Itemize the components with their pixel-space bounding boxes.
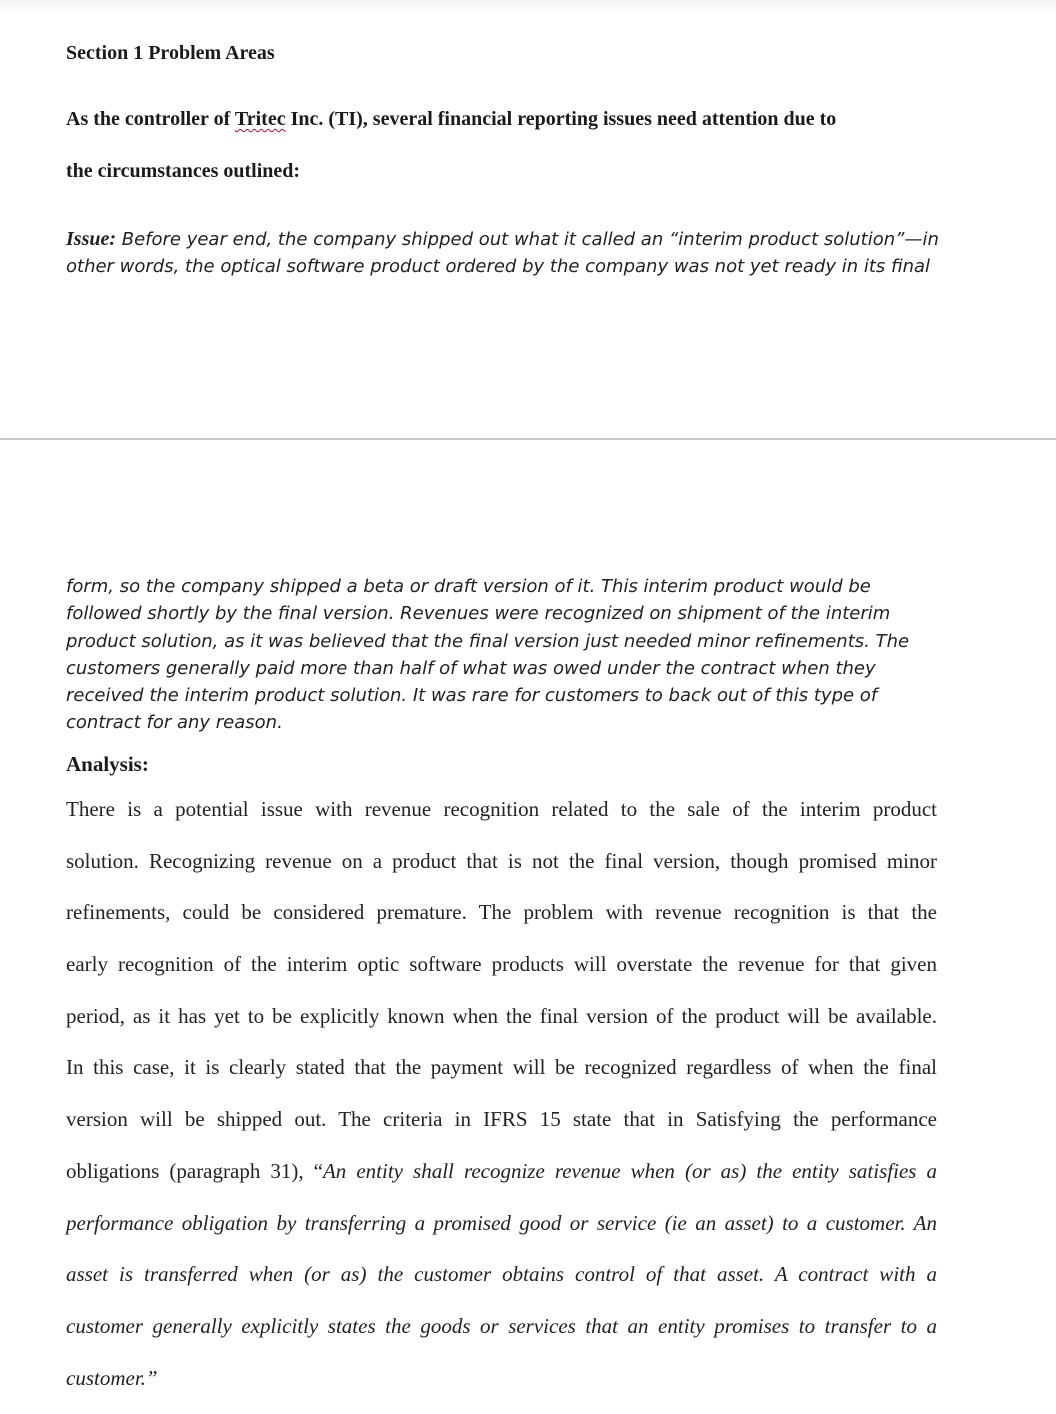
analysis-line: In this case, it is clearly stated that the payment will be recognized regardless of when the final — [66, 1055, 937, 1080]
issue-paragraph-start — [66, 226, 956, 280]
analysis-heading: Analysis: — [66, 752, 149, 776]
intro-text-post: Inc. (TI), several financial reporting issues need attention due to — [285, 108, 837, 130]
quote-intro-text: obligations (paragraph 31), “ — [66, 1158, 323, 1183]
analysis-line-quote-start — [66, 1156, 937, 1208]
issue-paragraph-continued — [66, 573, 956, 737]
issue-line: contract for any reason. — [66, 712, 283, 734]
ifrs-quote-line: performance obligation by transferring a promised good or service (ie an asset) to a customer. An — [66, 1210, 937, 1235]
analysis-line: version will be shipped out. The criteria in IFRS 15 state that in Satisfying the performance — [66, 1107, 937, 1132]
analysis-paragraph — [66, 794, 937, 1414]
analysis-line: refinements, could be considered premature. The problem with revenue recognition is that the — [66, 900, 937, 925]
issue-label: Issue: — [66, 228, 117, 250]
analysis-line: early recognition of the interim optic software products will overstate the revenue for that given — [66, 952, 937, 977]
issue-line: other words, the optical software product ordered by the company was not yet ready in its final — [66, 255, 931, 277]
issue-line: form, so the company shipped a beta or draft version of it. This interim product would be — [66, 576, 871, 597]
intro-text-pre: As the controller of — [66, 108, 235, 130]
analysis-line: solution. Recognizing revenue on a product that is not the final version, though promised minor — [66, 848, 937, 873]
document-page-2 — [0, 440, 1056, 1390]
ifrs-quote-line: customer generally explicitly states the goods or services that an entity promises to transfer to a — [66, 1313, 937, 1338]
page-top-shadow — [0, 0, 1056, 12]
section-heading: Section 1 Problem Areas — [66, 42, 275, 64]
issue-line — [66, 226, 956, 254]
intro-line-1 — [66, 108, 946, 131]
analysis-line: period, as it has yet to be explicitly known when the final version of the product will be available. — [66, 1003, 937, 1028]
ifrs-quote-text: An entity shall recognize revenue when (or as) the entity satisfies a — [322, 1158, 937, 1183]
issue-line: product solution, as it was believed that the final version just needed minor refinements. The — [66, 630, 910, 652]
issue-line: customers generally paid more than half of what was owed under the contract when they — [66, 657, 876, 679]
issue-line: followed shortly by the final version. Revenues were recognized on shipment of the interim — [66, 603, 891, 625]
analysis-line: There is a potential issue with revenue recognition related to the sale of the interim product — [66, 797, 937, 821]
ifrs-quote-line-last: customer.” — [66, 1365, 158, 1390]
issue-line: received the interim product solution. It was rare for customers to back out of this type of — [66, 685, 878, 707]
spellcheck-flagged-word[interactable]: Tritec — [234, 108, 286, 130]
ifrs-quote-line: asset is transferred when (or as) the customer obtains control of that asset. A contract with a — [66, 1262, 937, 1287]
document-page-1 — [0, 0, 1056, 438]
issue-text: Before year end, the company shipped out what it called an “interim product solution”—in — [116, 229, 939, 250]
intro-line-2: the circumstances outlined: — [66, 160, 301, 182]
